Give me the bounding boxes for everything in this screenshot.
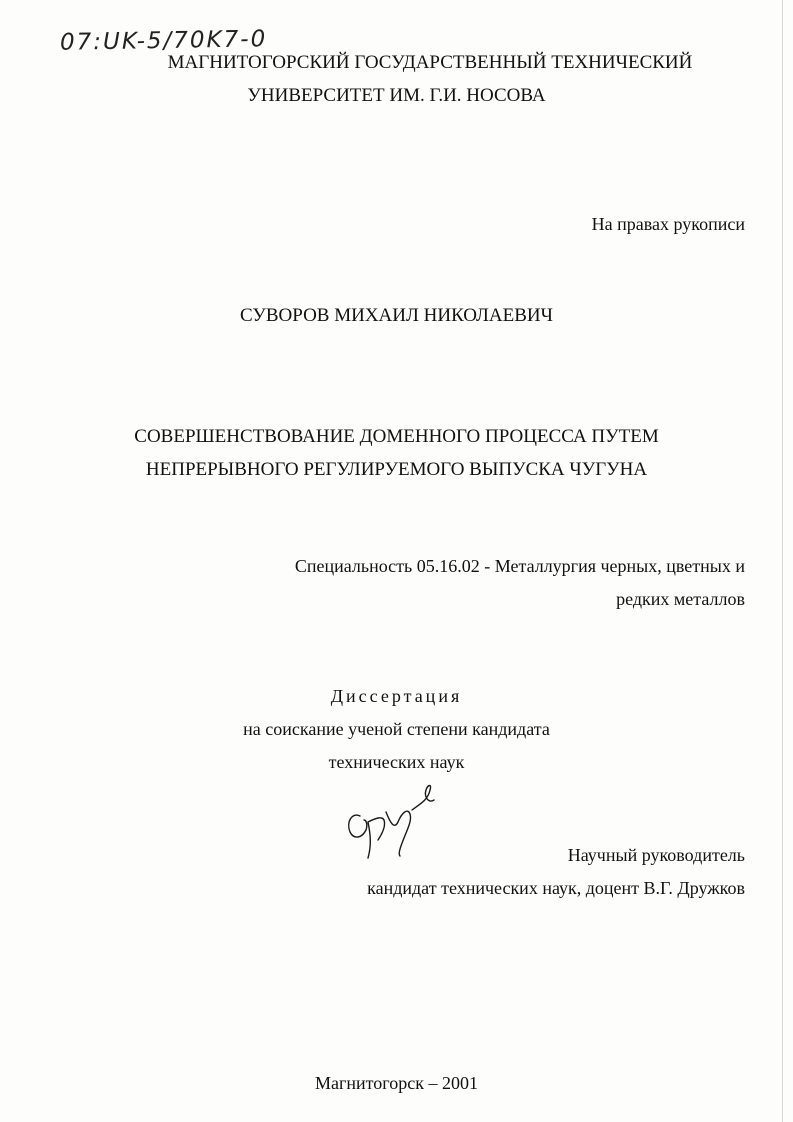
institution-line-2: УНИВЕРСИТЕТ ИМ. Г.И. НОСОВА: [247, 85, 546, 106]
supervisor-name: кандидат технических наук, доцент В.Г. Дружков: [367, 878, 745, 898]
title-line-2: НЕПРЕРЫВНОГО РЕГУЛИРУЕМОГО ВЫПУСКА ЧУГУНА: [145, 459, 648, 480]
dissertation-heading: Диссертация: [330, 686, 463, 706]
author-name: СУВОРОВ МИХАИЛ НИКОЛАЕВИЧ: [240, 305, 553, 326]
institution-line-1: МАГНИТОГОРСКИЙ ГОСУДАРСТВЕННЫЙ ТЕХНИЧЕСКИЙ: [167, 52, 693, 73]
signature-icon: [338, 782, 448, 862]
supervisor-label: Научный руководитель: [567, 845, 745, 865]
archive-code: 07:UK-5/70K7-0: [59, 26, 268, 56]
dissertation-line-3: технических наук: [328, 752, 465, 772]
title-line-1: СОВЕРШЕНСТВОВАНИЕ ДОМЕННОГО ПРОЦЕССА ПУТЕМ: [134, 426, 659, 447]
specialty-line-1: Специальность 05.16.02 - Металлургия черных, цветных и: [294, 556, 745, 576]
city-year: Магнитогорск – 2001: [315, 1073, 478, 1093]
dissertation-line-2: на соискание ученой степени кандидата: [243, 719, 550, 739]
rights-note: На правах рукописи: [591, 214, 745, 234]
page-edge-line: [782, 0, 783, 1122]
specialty-line-2: редких металлов: [616, 589, 745, 609]
